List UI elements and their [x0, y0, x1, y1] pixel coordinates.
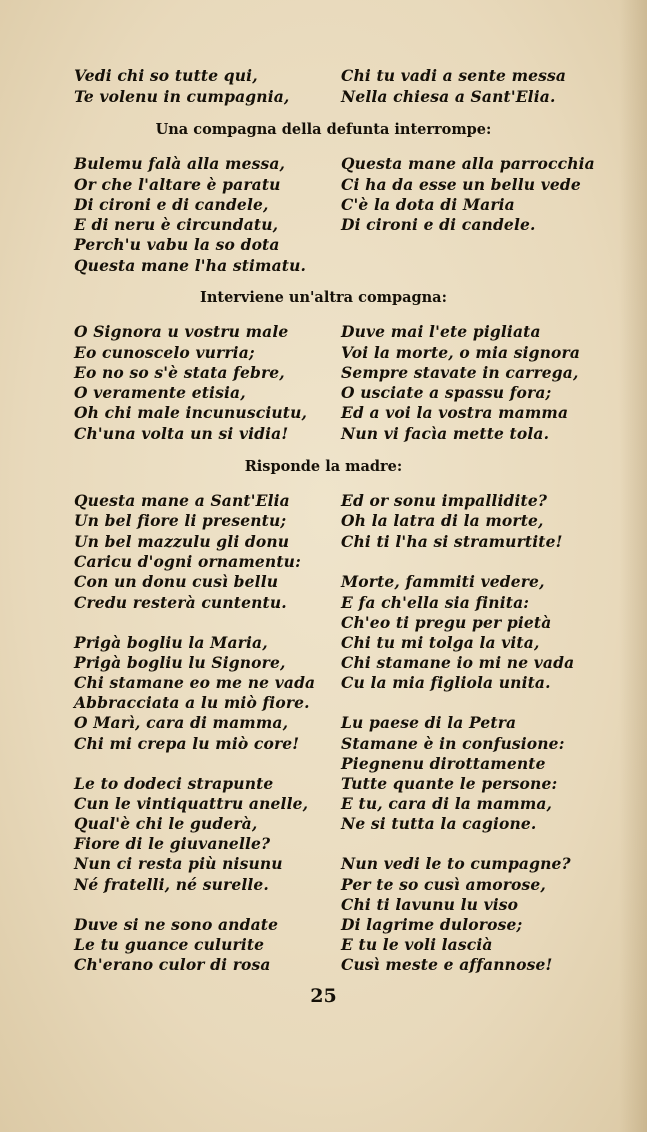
verse-line: Tutte quante le persone:: [341, 774, 558, 793]
verse-line: Questa mane a Sant'Elia: [74, 491, 290, 510]
verse-line: Or che l'altare è paratu: [74, 175, 281, 194]
verse-line: Prigà bogliu la Maria,: [74, 633, 268, 652]
verse-line: Fiore di le giuvanelle?: [74, 834, 271, 853]
verse-line: Nella chiesa a Sant'Elia.: [341, 87, 556, 106]
speaker-header: Risponde la madre:: [244, 458, 403, 475]
verse-line: Morte, fammiti vedere,: [341, 572, 545, 591]
verse-line: Un bel mazzulu gli donu: [74, 532, 290, 551]
verse-line: Ch'erano culor di rosa: [74, 955, 271, 974]
verse-line: Perch'u vabu la so dota: [74, 235, 280, 254]
verse-line: Prigà bogliu lu Signore,: [74, 653, 286, 672]
verse-line: C'è la dota di Maria: [341, 195, 515, 214]
verse-line: Duve si ne sono andate: [74, 915, 279, 934]
verse-line: Di cironi e di candele,: [74, 195, 269, 214]
verse-line: Cu la mia figliola unita.: [341, 673, 551, 692]
verse-line: Lu paese di la Petra: [341, 713, 517, 732]
verse-line: Ed a voi la vostra mamma: [341, 403, 569, 422]
verse-line: Eo no so s'è stata febre,: [74, 363, 285, 382]
verse-line: Ci ha da esse un bellu vede: [341, 175, 581, 194]
verse-line: Chi mi crepa lu miò core!: [74, 734, 300, 753]
verse-line: E di neru è circundatu,: [74, 215, 279, 234]
verse-line: Chi tu mi tolga la vita,: [341, 633, 540, 652]
verse-line: Ne si tutta la cagione.: [341, 814, 537, 833]
verse-line: Nun vedi le to cumpagne?: [341, 854, 571, 873]
verse-line: Ed or sonu impallidite?: [341, 491, 548, 510]
verse-line: O usciate a spassu fora;: [341, 383, 552, 402]
verse-line: Le to dodeci strapunte: [74, 774, 274, 793]
verse-line: Oh la latra di la morte,: [341, 511, 544, 530]
verse-line: Stamane è in confusione:: [341, 734, 565, 753]
verse-line: O Signora u vostru male: [74, 322, 289, 341]
verse-line: Qual'è chi le guderà,: [74, 814, 258, 833]
page-number: 25: [310, 985, 337, 1007]
verse-line: Chi ti lavunu lu viso: [341, 895, 519, 914]
speaker-header: Interviene un'altra compagna:: [200, 289, 447, 306]
verse-line: Questa mane l'ha stimatu.: [74, 256, 307, 275]
verse-line: Chi ti l'ha si stramurtite!: [341, 532, 563, 551]
page-edge-shadow: [619, 0, 647, 1132]
verse-line: Ch'una volta un si vidia!: [74, 424, 289, 443]
verse-line: O veramente etisia,: [74, 383, 246, 402]
verse-line: Cusì meste e affannose!: [341, 955, 553, 974]
verse-line: Un bel fiore li presentu;: [74, 511, 287, 530]
verse-line: Ch'eo ti pregu per pietà: [341, 613, 552, 632]
verse-line: Eo cunoscelo vurria;: [74, 343, 255, 362]
verse-line: Nun vi facìa mette tola.: [341, 424, 550, 443]
verse-line: Caricu d'ogni ornamentu:: [74, 552, 301, 571]
verse-line: Di lagrime dulorose;: [341, 915, 523, 934]
verse-line: Abbracciata a lu miò fiore.: [74, 693, 310, 712]
verse-line: Te volenu in cumpagnia,: [74, 87, 290, 106]
verse-line: Chi stamane io mi ne vada: [341, 653, 575, 672]
verse-line: Per te so cusì amorose,: [341, 875, 546, 894]
verse-line: E tu, cara di la mamma,: [341, 794, 553, 813]
speaker-header: Una compagna della defunta interrompe:: [155, 121, 492, 138]
verse-line: Chi tu vadi a sente messa: [341, 66, 567, 85]
verse-line: Né fratelli, né surelle.: [74, 875, 269, 894]
verse-line: Le tu guance culurite: [74, 935, 265, 954]
verse-line: Piegnenu dirottamente: [341, 754, 546, 773]
verse-line: Bulemu falà alla messa,: [74, 154, 286, 173]
verse-line: Di cironi e di candele.: [341, 215, 536, 234]
verse-line: Chi stamane eo me ne vada: [74, 673, 316, 692]
verse-line: Oh chi male incunusciutu,: [74, 403, 308, 422]
verse-line: E fa ch'ella sia finita:: [341, 593, 530, 612]
verse-line: Con un donu cusì bellu: [74, 572, 279, 591]
verse-line: Sempre stavate in carrega,: [341, 363, 579, 382]
verse-line: Duve mai l'ete pigliata: [341, 322, 541, 341]
verse-line: Nun ci resta più nisunu: [74, 854, 283, 873]
verse-line: E tu le voli lascià: [341, 935, 493, 954]
verse-line: Credu resterà cuntentu.: [74, 593, 287, 612]
verse-line: Vedi chi so tutte qui,: [74, 66, 258, 85]
verse-line: Cun le vintiquattru anelle,: [74, 794, 309, 813]
verse-line: Questa mane alla parrocchia: [341, 154, 595, 173]
verse-line: Voi la morte, o mia signora: [341, 343, 581, 362]
verse-line: O Marì, cara di mamma,: [74, 713, 289, 732]
